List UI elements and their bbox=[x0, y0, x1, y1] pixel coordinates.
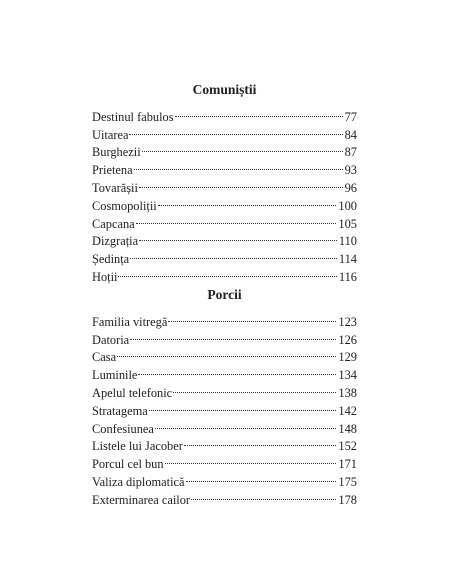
entry-page-number: 123 bbox=[338, 314, 357, 329]
entry-title: Familia vitregă bbox=[92, 314, 168, 329]
entry-page-number: 171 bbox=[338, 457, 357, 472]
entry-title: Cosmopoliții bbox=[92, 198, 157, 213]
dot-leader bbox=[142, 139, 343, 157]
entry-title: Confesiunea bbox=[92, 421, 154, 436]
entry-title: Prietena bbox=[92, 163, 133, 178]
toc-entry bbox=[92, 263, 357, 284]
entry-page-number: 126 bbox=[338, 332, 357, 347]
dot-leader bbox=[175, 103, 343, 121]
entry-title: Dizgrația bbox=[92, 234, 139, 249]
toc-entry bbox=[92, 139, 357, 160]
dot-leader bbox=[139, 174, 343, 192]
entry-page-number: 87 bbox=[344, 145, 357, 160]
dot-leader bbox=[158, 192, 337, 210]
entry-title: Stratagema bbox=[92, 403, 148, 418]
entry-page-number: 110 bbox=[338, 234, 357, 249]
dot-leader bbox=[134, 156, 343, 174]
entry-title: Ședința bbox=[92, 252, 130, 267]
dot-leader bbox=[168, 308, 336, 326]
entry-page-number: 175 bbox=[338, 474, 357, 489]
entry-title: Listele lui Jacober bbox=[92, 439, 183, 454]
section-title: Comuniștii bbox=[192, 82, 257, 97]
entry-title: Capcana bbox=[92, 216, 135, 231]
entry-title: Tovarășii bbox=[92, 180, 138, 195]
dot-leader bbox=[149, 397, 337, 415]
entry-page-number: 116 bbox=[338, 269, 357, 284]
dot-leader bbox=[139, 228, 337, 246]
dot-leader bbox=[130, 245, 337, 263]
toc-entry bbox=[92, 103, 357, 124]
toc-entry bbox=[92, 245, 357, 267]
toc-section-comunistii bbox=[92, 82, 357, 284]
toc-entry-list bbox=[92, 103, 357, 284]
dot-leader bbox=[130, 326, 336, 344]
entry-title: Apelul telefonic bbox=[92, 385, 173, 400]
entry-title: Porcul cel bun bbox=[92, 457, 164, 472]
toc-entry bbox=[92, 361, 357, 383]
toc-entry bbox=[92, 308, 357, 329]
entry-page-number: 134 bbox=[338, 368, 357, 383]
toc-entry bbox=[92, 326, 357, 347]
toc-entry bbox=[92, 121, 357, 142]
entry-title: Burghezii bbox=[92, 145, 141, 160]
entry-page-number: 100 bbox=[338, 198, 357, 213]
toc-entry-list bbox=[92, 308, 357, 507]
entry-page-number: 77 bbox=[344, 109, 357, 124]
entry-title: Valiza diplomatică bbox=[92, 474, 185, 489]
dot-leader bbox=[155, 415, 336, 433]
dot-leader bbox=[191, 486, 336, 504]
entry-page-number: 93 bbox=[344, 163, 357, 178]
entry-page-number: 114 bbox=[338, 252, 357, 267]
entry-title: Casa bbox=[92, 350, 117, 365]
dot-leader bbox=[186, 468, 337, 486]
entry-title: Exterminarea cailor bbox=[92, 492, 191, 507]
entry-page-number: 152 bbox=[338, 439, 357, 454]
entry-title: Datoria bbox=[92, 332, 130, 347]
entry-title: Destinul fabulos bbox=[92, 109, 174, 124]
dot-leader bbox=[129, 121, 342, 139]
entry-title: Luminile bbox=[92, 368, 138, 383]
section-title: Porcii bbox=[207, 287, 242, 302]
entry-title: Hoții bbox=[92, 269, 118, 284]
dot-leader bbox=[138, 361, 336, 379]
entry-page-number: 96 bbox=[344, 180, 357, 195]
dot-leader bbox=[165, 450, 337, 468]
entry-page-number: 148 bbox=[338, 421, 357, 436]
entry-page-number: 178 bbox=[338, 492, 357, 507]
dot-leader bbox=[184, 433, 337, 451]
toc-section-porcii bbox=[92, 287, 357, 507]
dot-leader bbox=[173, 379, 336, 397]
entry-page-number: 105 bbox=[338, 216, 357, 231]
entry-page-number: 84 bbox=[344, 127, 357, 142]
entry-title: Uitarea bbox=[92, 127, 129, 142]
entry-page-number: 129 bbox=[338, 350, 357, 365]
entry-page-number: 138 bbox=[338, 385, 357, 400]
dot-leader bbox=[136, 210, 337, 228]
entry-page-number: 142 bbox=[338, 403, 357, 418]
dot-leader bbox=[118, 263, 336, 281]
toc-entry bbox=[92, 344, 357, 365]
dot-leader bbox=[117, 344, 336, 362]
